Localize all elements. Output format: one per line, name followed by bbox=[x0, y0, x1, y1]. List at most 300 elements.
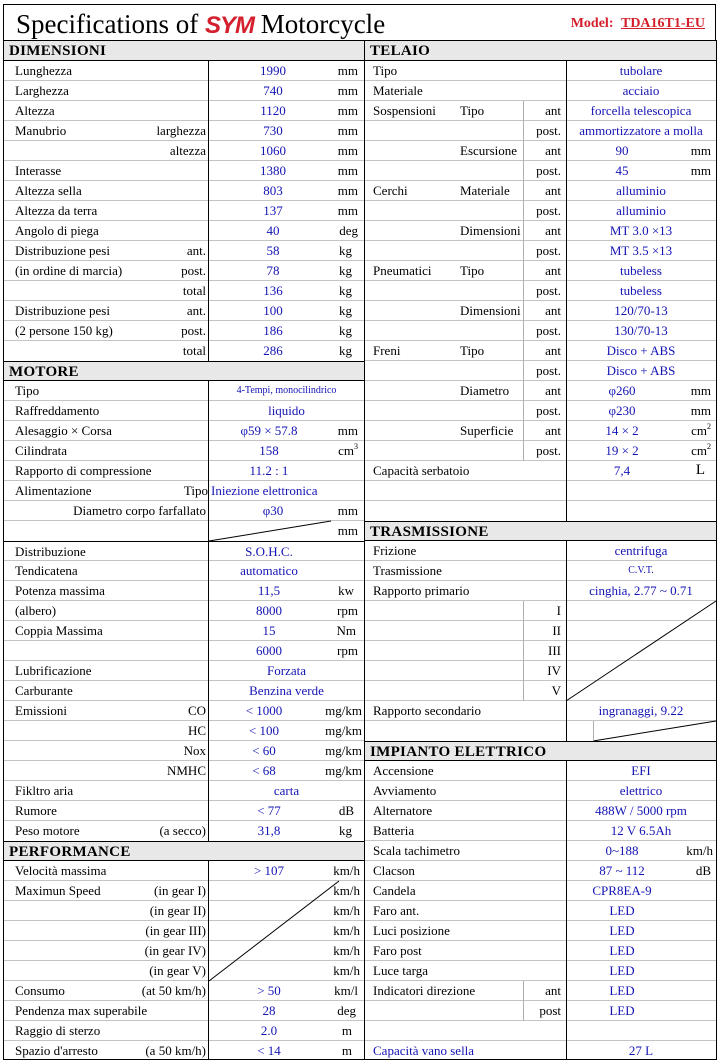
spec-label: Carburante bbox=[15, 683, 73, 698]
spec-sublabel: post. bbox=[536, 363, 561, 378]
spec-label: (albero) bbox=[15, 603, 57, 618]
spec-label: Altezza bbox=[15, 103, 55, 118]
spec-row bbox=[365, 541, 716, 561]
spec-value: 100 bbox=[263, 303, 283, 318]
spec-sublabel: ant bbox=[545, 263, 561, 278]
spec-unit: mg/km bbox=[325, 763, 362, 778]
spec-label: Interasse bbox=[15, 163, 62, 178]
spec-sublabel: post. bbox=[536, 203, 561, 218]
spec-row bbox=[4, 661, 364, 681]
spec-sublabel: Tipo bbox=[460, 343, 485, 358]
spec-sublabel: ant bbox=[545, 303, 561, 318]
spec-value: forcella telescopica bbox=[590, 103, 692, 118]
spec-value: 90 bbox=[615, 143, 629, 158]
spec-value: Forzata bbox=[267, 663, 306, 678]
spec-sublabel: ant bbox=[545, 423, 561, 438]
spec-sublabel: post. bbox=[181, 263, 206, 278]
gear-label: IV bbox=[547, 663, 561, 678]
spec-sublabel: NMHC bbox=[166, 763, 206, 778]
spec-sublabel: ant bbox=[545, 103, 561, 118]
spec-value: LED bbox=[609, 1003, 635, 1018]
spec-unit: mm bbox=[337, 103, 358, 118]
subcolumn-divider bbox=[593, 721, 594, 741]
spec-label: Cerchi bbox=[373, 183, 408, 198]
spec-sublabel: Materiale bbox=[460, 183, 510, 198]
spec-value: automatico bbox=[240, 563, 298, 578]
spec-value: 136 bbox=[263, 283, 283, 298]
spec-sublabel: Escursione bbox=[460, 143, 518, 158]
spec-sublabel: Nox bbox=[183, 743, 206, 758]
spec-row bbox=[4, 441, 364, 461]
spec-label: Scala tachimetro bbox=[373, 843, 460, 858]
spec-row bbox=[4, 501, 364, 521]
spec-row bbox=[4, 981, 364, 1001]
spec-value: ingranaggi, 9.22 bbox=[598, 703, 684, 718]
spec-label: Cilindrata bbox=[15, 443, 67, 458]
spec-sublabel: (a secco) bbox=[159, 823, 206, 838]
spec-sublabel: Tipo bbox=[460, 263, 485, 278]
spec-value: 12 V 6.5Ah bbox=[610, 823, 672, 838]
spec-label: Trasmissione bbox=[373, 563, 442, 578]
spec-value: Iniezione elettronica bbox=[211, 483, 318, 498]
spec-row bbox=[365, 61, 716, 81]
spec-label: Angolo di piega bbox=[15, 223, 99, 238]
spec-label: Tipo bbox=[373, 63, 398, 78]
empty-row bbox=[365, 1021, 716, 1041]
spec-value: LED bbox=[609, 943, 635, 958]
spec-value: 120/70-13 bbox=[614, 303, 668, 318]
spec-sublabel: total bbox=[182, 343, 206, 358]
spec-row bbox=[4, 161, 364, 181]
spec-row bbox=[4, 261, 364, 281]
spec-row bbox=[4, 241, 364, 261]
spec-row bbox=[365, 401, 716, 421]
spec-label: Coppia Massima bbox=[15, 623, 103, 638]
spec-value: MT 3.5 ×13 bbox=[609, 243, 673, 258]
model-value: TDA16T1-EU bbox=[620, 16, 705, 31]
spec-row bbox=[365, 101, 716, 121]
spec-label: Lubrificazione bbox=[15, 663, 92, 678]
spec-row bbox=[4, 821, 364, 841]
spec-row bbox=[4, 641, 364, 661]
spec-row bbox=[4, 741, 364, 761]
spec-unit: mg/km bbox=[325, 703, 362, 718]
spec-value: 87 ~ 112 bbox=[599, 863, 645, 878]
spec-label: (2 persone 150 kg) bbox=[15, 323, 113, 338]
spec-row bbox=[4, 421, 364, 441]
spec-value: 1990 bbox=[260, 63, 286, 78]
spec-sublabel: (at 50 km/h) bbox=[141, 983, 206, 998]
spec-value: 1380 bbox=[260, 163, 286, 178]
spec-value: < 68 bbox=[252, 763, 276, 778]
spec-sublabel: post. bbox=[536, 283, 561, 298]
spec-sublabel: larghezza bbox=[156, 123, 206, 138]
section-motore bbox=[4, 361, 364, 381]
spec-value: LED bbox=[609, 983, 635, 998]
spec-row bbox=[4, 581, 364, 601]
spec-unit: km/h bbox=[333, 943, 360, 958]
spec-label: Freni bbox=[373, 343, 401, 358]
spec-value: 58 bbox=[266, 243, 280, 258]
spec-value: 803 bbox=[263, 183, 283, 198]
spec-value: LED bbox=[609, 903, 635, 918]
spec-unit: kg bbox=[339, 303, 352, 318]
empty-row bbox=[365, 501, 716, 521]
spec-label: Alesaggio × Corsa bbox=[15, 423, 112, 438]
spec-row bbox=[4, 781, 364, 801]
spec-unit: mm bbox=[337, 183, 358, 198]
spec-value: 19 × 2 bbox=[605, 443, 639, 458]
spec-sublabel: ant. bbox=[186, 303, 206, 318]
spec-label: Diametro corpo farfallato bbox=[73, 503, 206, 518]
spec-unit: mg/km bbox=[325, 723, 362, 738]
spec-sublabel: Diametro bbox=[460, 383, 510, 398]
spec-label: Alternatore bbox=[373, 803, 433, 818]
spec-sublabel: post. bbox=[536, 403, 561, 418]
spec-row bbox=[365, 1041, 716, 1061]
spec-value: 11.2 : 1 bbox=[249, 463, 289, 478]
spec-sublabel: ant bbox=[545, 183, 561, 198]
spec-label: Maximun Speed bbox=[15, 883, 101, 898]
gear-label: V bbox=[551, 683, 561, 698]
model-info bbox=[571, 16, 705, 32]
spec-value: < 60 bbox=[252, 743, 276, 758]
spec-label: Altezza da terra bbox=[15, 203, 98, 218]
spec-value: 11,5 bbox=[257, 583, 281, 598]
page-title bbox=[16, 9, 385, 41]
spec-sublabel: ant bbox=[545, 383, 561, 398]
column-divider bbox=[208, 861, 209, 1059]
spec-row bbox=[365, 841, 716, 861]
spec-row bbox=[365, 341, 716, 361]
spec-sublabel: ant bbox=[545, 143, 561, 158]
spec-value: liquido bbox=[268, 403, 305, 418]
spec-value: MT 3.0 ×13 bbox=[609, 223, 673, 238]
spec-row bbox=[4, 801, 364, 821]
column-divider bbox=[566, 761, 567, 1059]
spec-unit: mm bbox=[337, 523, 358, 538]
spec-sublabel: Tipo bbox=[460, 103, 485, 118]
column-divider bbox=[208, 381, 209, 841]
spec-label: Raggio di sterzo bbox=[15, 1023, 101, 1038]
spec-value: elettrico bbox=[619, 783, 663, 798]
spec-value: S.O.H.C. bbox=[245, 544, 293, 559]
spec-label: Consumo bbox=[15, 983, 65, 998]
spec-value: 158 bbox=[259, 443, 279, 458]
spec-row bbox=[365, 701, 716, 721]
spec-label: Alimentazione bbox=[15, 483, 92, 498]
spec-row bbox=[365, 881, 716, 901]
spec-unit bbox=[675, 441, 711, 460]
column-divider bbox=[208, 61, 209, 361]
spec-row bbox=[365, 361, 716, 381]
spec-row bbox=[365, 221, 716, 241]
spec-value: tubolare bbox=[619, 63, 663, 78]
spec-unit: mm bbox=[337, 143, 358, 158]
subcolumn-divider bbox=[523, 981, 524, 1021]
spec-row bbox=[4, 1001, 364, 1021]
spec-row bbox=[4, 721, 364, 741]
spec-value: C.V.T. bbox=[628, 565, 654, 576]
spec-value: tubeless bbox=[620, 283, 662, 298]
left-panel bbox=[3, 40, 365, 1060]
section-title: MOTORE bbox=[9, 364, 79, 380]
spec-value: cinghia, 2.77 ~ 0.71 bbox=[589, 583, 693, 598]
spec-unit: dB bbox=[338, 803, 354, 818]
spec-sublabel: post. bbox=[536, 163, 561, 178]
spec-sublabel: post. bbox=[536, 323, 561, 338]
spec-label: Fikltro aria bbox=[15, 783, 74, 798]
spec-row bbox=[4, 181, 364, 201]
spec-unit: mm bbox=[337, 123, 358, 138]
spec-unit: kg bbox=[339, 263, 352, 278]
spec-row bbox=[4, 341, 364, 361]
spec-value: Disco + ABS bbox=[606, 343, 676, 358]
spec-value: 45 bbox=[615, 163, 629, 178]
spec-sublabel: (in gear IV) bbox=[144, 943, 206, 958]
spec-label: Rapporto di compressione bbox=[15, 463, 152, 478]
spec-sublabel: Dimensioni bbox=[460, 303, 521, 318]
spec-label: Tendicatena bbox=[15, 563, 78, 578]
spec-label: Altezza sella bbox=[15, 183, 82, 198]
spec-row bbox=[365, 921, 716, 941]
section-title: IMPIANTO ELETTRICO bbox=[370, 744, 547, 760]
spec-sublabel: ant bbox=[545, 983, 561, 998]
spec-unit: kg bbox=[339, 823, 352, 838]
spec-sublabel: post. bbox=[536, 443, 561, 458]
spec-label: Distribuzione pesi bbox=[15, 243, 110, 258]
section-title: TELAIO bbox=[370, 43, 431, 59]
section-performance bbox=[4, 841, 364, 861]
spec-value: 31,8 bbox=[257, 823, 281, 838]
spec-label: Larghezza bbox=[15, 83, 69, 98]
spec-label: Frizione bbox=[373, 543, 417, 558]
empty-row bbox=[365, 481, 716, 501]
spec-value: 286 bbox=[263, 343, 283, 358]
spec-row bbox=[365, 381, 716, 401]
empty-cell-slash bbox=[566, 601, 716, 701]
spec-unit: L bbox=[695, 462, 705, 478]
spec-unit: deg bbox=[339, 223, 358, 238]
spec-row bbox=[365, 461, 716, 481]
spec-row bbox=[365, 421, 716, 441]
spec-value: CPR8EA-9 bbox=[592, 883, 652, 898]
spec-unit: rpm bbox=[337, 643, 358, 658]
spec-sublabel: altezza bbox=[169, 143, 206, 158]
spec-label: Capacità vano sella bbox=[373, 1043, 475, 1058]
empty-cell-slash bbox=[209, 881, 339, 981]
spec-unit: Nm bbox=[336, 623, 356, 638]
spec-sublabel: HC bbox=[187, 723, 206, 738]
spec-value: 28 bbox=[262, 1003, 276, 1018]
spec-row bbox=[4, 761, 364, 781]
spec-sublabel: (in gear V) bbox=[149, 963, 206, 978]
spec-label: Pneumatici bbox=[373, 263, 432, 278]
spec-row bbox=[4, 221, 364, 241]
spec-sublabel: ant. bbox=[186, 243, 206, 258]
spec-sublabel: total bbox=[182, 283, 206, 298]
spec-value: 740 bbox=[263, 83, 283, 98]
spec-value: φ59 × 57.8 bbox=[240, 423, 298, 438]
spec-row bbox=[365, 241, 716, 261]
spec-label: Manubrio bbox=[15, 123, 67, 138]
title-suffix: Motorcycle bbox=[260, 9, 386, 39]
spec-unit: mm bbox=[690, 143, 711, 158]
spec-row bbox=[4, 101, 364, 121]
spec-row bbox=[4, 61, 364, 81]
title-prefix: Specifications of bbox=[16, 9, 199, 39]
spec-unit: mm bbox=[337, 83, 358, 98]
spec-value: tubeless bbox=[620, 263, 662, 278]
spec-label: Luci posizione bbox=[373, 923, 450, 938]
spec-unit: mm bbox=[337, 503, 358, 518]
spec-row bbox=[4, 401, 364, 421]
spec-row bbox=[4, 121, 364, 141]
spec-unit: mm bbox=[337, 63, 358, 78]
spec-value: 186 bbox=[263, 323, 283, 338]
spec-value: φ30 bbox=[262, 503, 284, 518]
spec-unit: mm bbox=[337, 203, 358, 218]
unit-superscript: 2 bbox=[707, 422, 711, 431]
spec-row bbox=[365, 561, 716, 581]
spec-value: 78 bbox=[266, 263, 280, 278]
section-trasmissione bbox=[365, 521, 716, 541]
column-divider bbox=[566, 541, 567, 741]
spec-value: LED bbox=[609, 963, 635, 978]
spec-label: Batteria bbox=[373, 823, 415, 838]
spec-label: (in ordine di marcia) bbox=[15, 263, 123, 278]
spec-row bbox=[4, 1021, 364, 1041]
spec-row bbox=[365, 961, 716, 981]
spec-label: Avviamento bbox=[373, 783, 437, 798]
spec-value: 730 bbox=[263, 123, 283, 138]
spec-sublabel: post. bbox=[536, 123, 561, 138]
spec-label: Raffreddamento bbox=[15, 403, 100, 418]
spec-value: 137 bbox=[263, 203, 283, 218]
spec-row bbox=[365, 1001, 716, 1021]
spec-sublabel: post. bbox=[181, 323, 206, 338]
spec-value: alluminio bbox=[616, 203, 666, 218]
spec-row bbox=[365, 801, 716, 821]
spec-unit: km/l bbox=[334, 983, 358, 998]
spec-sublabel: (in gear II) bbox=[149, 903, 206, 918]
spec-value: LED bbox=[609, 923, 635, 938]
spec-unit: mm bbox=[690, 403, 711, 418]
spec-row bbox=[365, 201, 716, 221]
spec-unit: deg bbox=[337, 1003, 356, 1018]
spec-value: < 1000 bbox=[245, 703, 283, 718]
spec-value: 2.0 bbox=[260, 1023, 278, 1038]
spec-sublabel: Tipo bbox=[183, 483, 208, 498]
spec-value: 14 × 2 bbox=[605, 423, 639, 438]
spec-value: > 107 bbox=[253, 863, 285, 878]
spec-row bbox=[4, 701, 364, 721]
spec-label: Candela bbox=[373, 883, 416, 898]
spec-label: Distribuzione bbox=[15, 544, 86, 559]
spec-row bbox=[365, 981, 716, 1001]
spec-row bbox=[365, 141, 716, 161]
spec-row bbox=[4, 541, 364, 561]
spec-row bbox=[4, 321, 364, 341]
spec-label: Rapporto secondario bbox=[373, 703, 481, 718]
spec-unit: mm bbox=[337, 163, 358, 178]
spec-row bbox=[4, 1041, 364, 1061]
spec-value: < 14 bbox=[257, 1043, 281, 1058]
spec-row bbox=[4, 81, 364, 101]
spec-label: Spazio d'arresto bbox=[15, 1043, 98, 1058]
spec-unit: km/h bbox=[333, 883, 360, 898]
spec-value: 40 bbox=[266, 223, 280, 238]
unit-text: cm bbox=[338, 443, 354, 458]
spec-row bbox=[4, 201, 364, 221]
spec-label: Distribuzione pesi bbox=[15, 303, 110, 318]
spec-sublabel: post. bbox=[536, 243, 561, 258]
spec-label: Lunghezza bbox=[15, 63, 73, 78]
spec-sublabel: Dimensioni bbox=[460, 223, 521, 238]
spec-row bbox=[4, 601, 364, 621]
spec-unit: km/h bbox=[333, 963, 360, 978]
section-title: TRASMISSIONE bbox=[370, 524, 489, 540]
spec-unit bbox=[322, 441, 358, 460]
section-title: PERFORMANCE bbox=[9, 844, 131, 860]
spec-row bbox=[365, 821, 716, 841]
spec-value: 27 L bbox=[628, 1043, 654, 1058]
spec-label: Velocità massima bbox=[15, 863, 107, 878]
spec-row bbox=[365, 781, 716, 801]
subcolumn-divider bbox=[523, 601, 524, 701]
spec-row bbox=[4, 561, 364, 581]
spec-value: ammortizzatore a molla bbox=[579, 123, 703, 138]
spec-row bbox=[365, 441, 716, 461]
spec-row bbox=[365, 761, 716, 781]
spec-sublabel: post bbox=[539, 1003, 561, 1018]
spec-label: Emissioni bbox=[15, 703, 68, 718]
spec-label: Luce targa bbox=[373, 963, 428, 978]
unit-text: cm bbox=[691, 443, 707, 458]
spec-sublabel: CO bbox=[187, 703, 206, 718]
spec-label: Tipo bbox=[15, 383, 40, 398]
spec-label: Materiale bbox=[373, 83, 423, 98]
section-telaio bbox=[365, 41, 716, 61]
spec-row bbox=[365, 261, 716, 281]
spec-value: < 77 bbox=[257, 803, 281, 818]
spec-unit: mm bbox=[337, 423, 358, 438]
spec-row bbox=[365, 321, 716, 341]
spec-row bbox=[4, 381, 364, 401]
spec-value: 1120 bbox=[260, 103, 286, 118]
spec-label: Indicatori direzione bbox=[373, 983, 476, 998]
spec-row bbox=[365, 301, 716, 321]
spec-row bbox=[365, 941, 716, 961]
spec-value: 8000 bbox=[256, 603, 282, 618]
empty-cell-slash bbox=[209, 521, 331, 541]
spec-value: φ230 bbox=[608, 403, 636, 418]
spec-sublabel: (in gear I) bbox=[154, 883, 206, 898]
spec-sublabel: ant bbox=[545, 223, 561, 238]
spec-sublabel: ant bbox=[545, 343, 561, 358]
spec-unit: kg bbox=[339, 343, 352, 358]
spec-unit: km/h bbox=[333, 903, 360, 918]
spec-label: Potenza massima bbox=[15, 583, 105, 598]
spec-row bbox=[365, 901, 716, 921]
spec-label: Pendenza max superabile bbox=[15, 1003, 148, 1018]
spec-label: Rapporto primario bbox=[373, 583, 470, 598]
spec-label: Sospensioni bbox=[373, 103, 436, 118]
spec-label: Clacson bbox=[373, 863, 415, 878]
model-label: Model: bbox=[570, 16, 614, 31]
spec-value: acciaio bbox=[622, 83, 660, 98]
spec-value: > 50 bbox=[257, 983, 281, 998]
